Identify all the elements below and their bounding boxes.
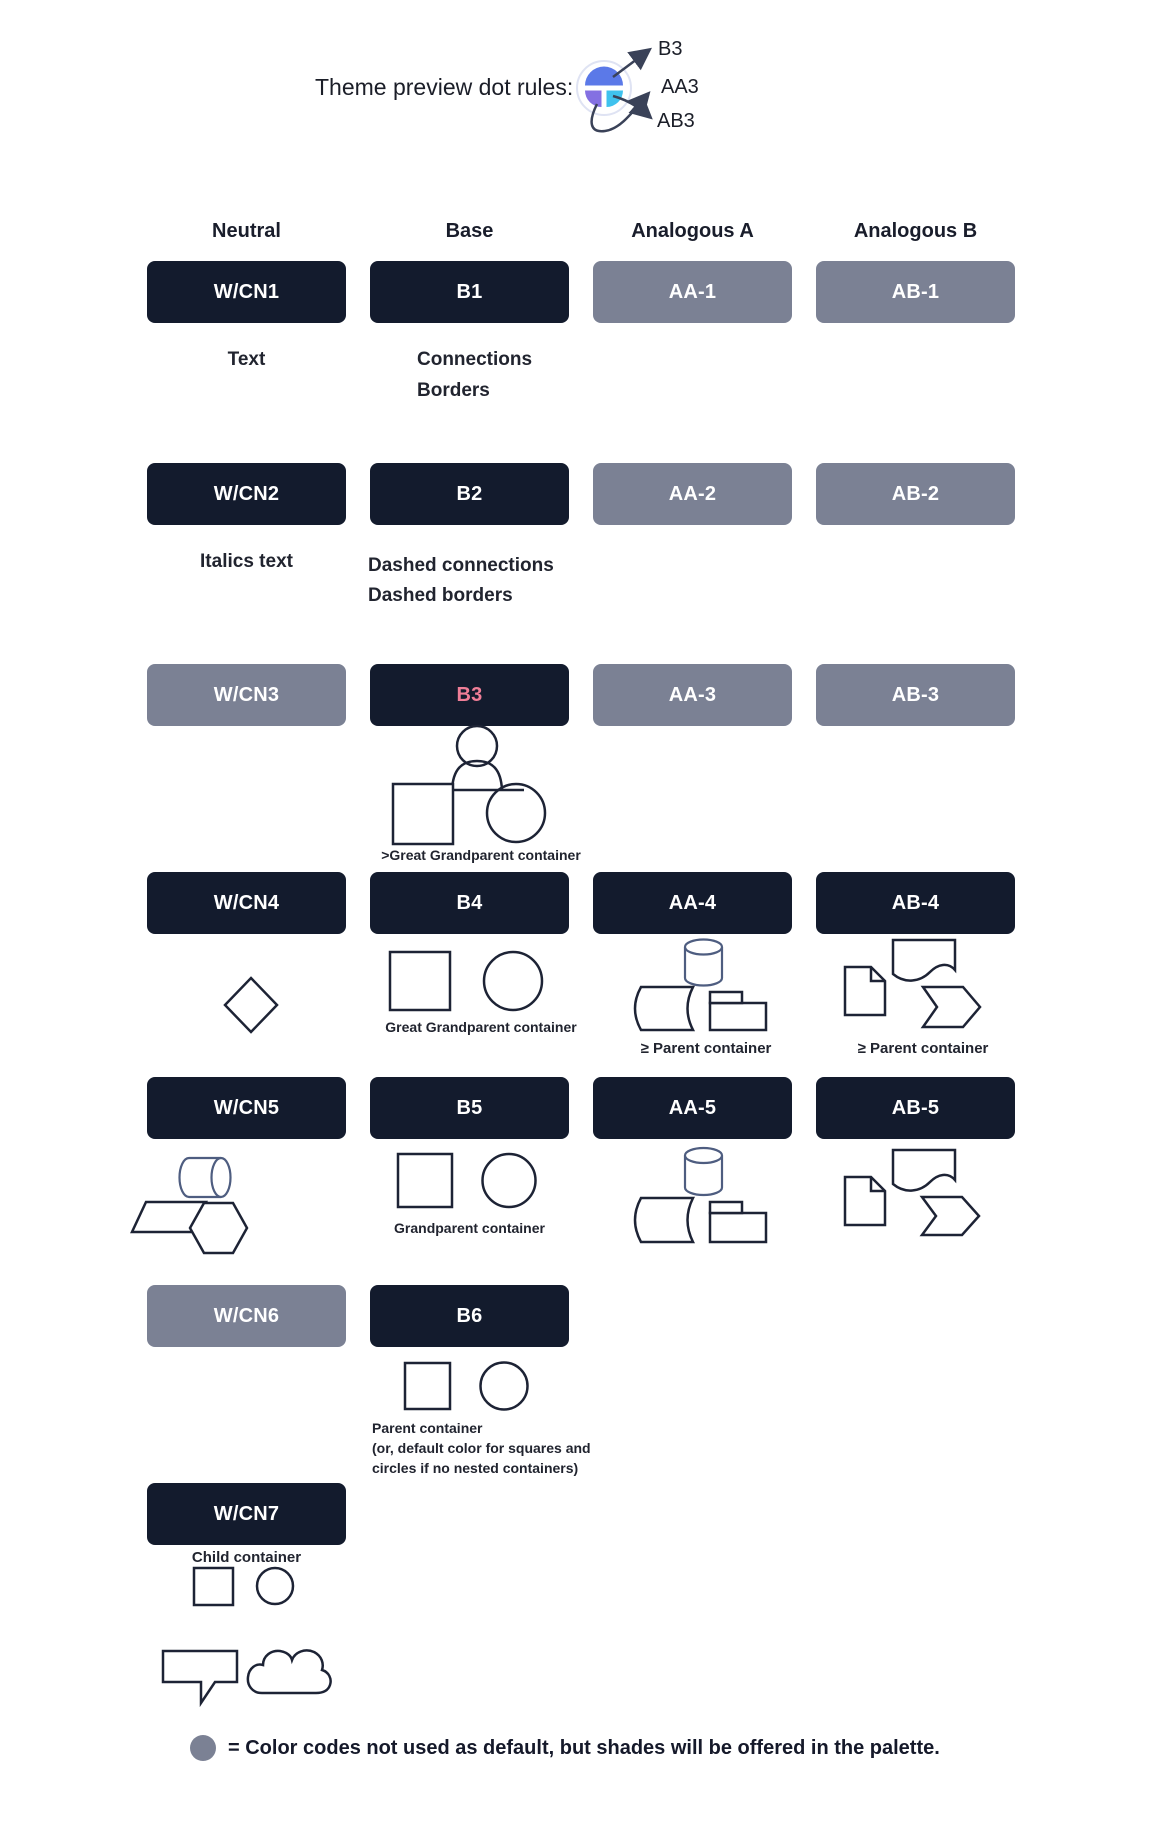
swatch-wcn5: [147, 1077, 346, 1139]
swatch-ab4: [816, 872, 1015, 934]
b4-shape-group: [390, 952, 542, 1010]
square-shape: [390, 952, 450, 1010]
swatch-label: AA-3: [668, 683, 717, 706]
caption-b3-shapes: >Great Grandparent container: [381, 847, 581, 863]
wcn5-shape-group: [132, 1158, 247, 1253]
person-head-icon: [457, 726, 497, 766]
diamond-shape: [225, 978, 277, 1032]
swatch-aa5: [593, 1077, 792, 1139]
swatch-label: B6: [456, 1304, 483, 1327]
aa5-shape-group: [635, 1148, 766, 1242]
person-body-icon: [452, 761, 502, 790]
card-tab-shape: [710, 1202, 742, 1213]
dot-rule-label-ab3: AB3: [657, 110, 695, 132]
caption-dashed: [368, 551, 554, 611]
circle-shape: [257, 1568, 293, 1604]
swatch-label: AB-2: [891, 482, 940, 505]
caption-line: Dashed borders: [368, 585, 513, 606]
square-shape: [393, 784, 453, 844]
swatch-wcn7: [147, 1483, 346, 1545]
caption-line: Dashed connections: [368, 555, 554, 576]
legend-slate-dot-icon: [190, 1735, 216, 1761]
swatch-label: AB-4: [891, 891, 940, 914]
swatch-label: AB-3: [891, 683, 940, 706]
swatch-label: B1: [456, 280, 483, 303]
card-rect-shape: [710, 1213, 766, 1242]
dot-rule-arrows: [592, 50, 650, 131]
document-wave-shape: [893, 1150, 955, 1191]
caption-line: Parent container: [372, 1420, 483, 1436]
ab5-shape-group: [845, 1150, 979, 1235]
swatch-ab1: [816, 261, 1015, 323]
arrow-to-ab3: [613, 96, 650, 117]
database-cylinder-icon: [685, 1148, 722, 1195]
swatch-b2: [370, 463, 569, 525]
circle-shape: [483, 1154, 536, 1207]
swatch-aa4: [593, 872, 792, 934]
square-shape: [405, 1363, 450, 1409]
b5-shape-group: [398, 1154, 536, 1207]
swatch-b4: [370, 872, 569, 934]
circle-shape: [481, 1363, 528, 1410]
swatch-ab3: [816, 664, 1015, 726]
swatch-label: AB-5: [891, 1096, 940, 1119]
caption-b6-shapes: [372, 1418, 591, 1478]
swatch-label: B2: [456, 482, 483, 505]
swatch-label: W/CN6: [213, 1304, 280, 1327]
document-wave-shape: [893, 940, 955, 981]
stored-data-shape: [635, 1198, 693, 1242]
caption-italics-text: Italics text: [200, 551, 293, 572]
column-header-base: Base: [445, 220, 494, 242]
caption-line: Borders: [417, 380, 490, 401]
swatch-label: W/CN2: [213, 482, 280, 505]
cloud-shape: [248, 1650, 331, 1693]
caption-aa4-shapes: ≥ Parent container: [640, 1040, 772, 1057]
aa4-shape-group: [635, 940, 766, 1031]
swatch-b3: [370, 664, 569, 726]
page-folded-corner-shape: [845, 1177, 885, 1225]
swatch-aa1: [593, 261, 792, 323]
column-header-analogous-b: Analogous B: [853, 220, 978, 242]
fold-lines: [871, 1177, 885, 1191]
swatch-b6: [370, 1285, 569, 1347]
b3-shape-group: [393, 726, 545, 844]
swatch-label: W/CN7: [213, 1502, 280, 1525]
speech-bubble-shape: [163, 1651, 237, 1703]
dot-rule-label-aa3: AA3: [661, 76, 699, 98]
swatch-wcn3: [147, 664, 346, 726]
chevron-arrow-shape: [922, 1197, 979, 1235]
swatch-ab5: [816, 1077, 1015, 1139]
database-cylinder-icon: [685, 940, 722, 986]
hexagon-shape: [190, 1203, 247, 1253]
swatch-label: W/CN5: [213, 1096, 280, 1119]
legend-text: = Color codes not used as default, but shades will be offered in the palette.: [228, 1736, 940, 1759]
card-tab-shape: [710, 992, 742, 1003]
arrow-to-aa3: [592, 94, 648, 131]
swatch-wcn2: [147, 463, 346, 525]
swatch-label: W/CN3: [213, 683, 280, 706]
swatch-wcn6: [147, 1285, 346, 1347]
swatch-label: B3: [456, 683, 483, 706]
swatch-ab2: [816, 463, 1015, 525]
parallelogram-shape: [132, 1202, 206, 1232]
swatch-label: B4: [456, 891, 483, 914]
caption-line: circles if no nested containers): [372, 1460, 579, 1476]
square-shape: [194, 1568, 233, 1605]
swatch-b1: [370, 261, 569, 323]
legend-row: [190, 1735, 940, 1761]
caption-b4-shapes: Great Grandparent container: [385, 1019, 577, 1035]
caption-ab4-shapes: ≥ Parent container: [857, 1040, 989, 1057]
swatch-label: W/CN1: [213, 280, 280, 303]
arrow-to-b3: [613, 50, 649, 77]
b6-shape-group: [405, 1363, 528, 1410]
theme-dot-icon: [577, 61, 631, 115]
dot-rule-label-b3: B3: [658, 38, 683, 60]
fold-lines: [871, 967, 885, 981]
caption-connections-borders: [417, 344, 532, 406]
swatch-label: W/CN4: [213, 891, 280, 914]
swatch-wcn4: [147, 872, 346, 934]
column-header-analogous-a: Analogous A: [631, 220, 754, 242]
swatch-label: AA-1: [668, 280, 717, 303]
swatch-label: AB-1: [891, 280, 940, 303]
card-rect-shape: [710, 1003, 766, 1030]
swatch-label: AA-2: [668, 482, 717, 505]
column-header-neutral: Neutral: [212, 220, 281, 242]
wcn4-shape-group: [225, 978, 277, 1032]
chevron-arrow-shape: [923, 987, 980, 1027]
ab4-shape-group: [845, 940, 980, 1027]
page-title: Theme preview dot rules:: [315, 74, 574, 100]
swatch-wcn1: [147, 261, 346, 323]
swatch-aa2: [593, 463, 792, 525]
caption-b5-shapes: Grandparent container: [394, 1220, 545, 1236]
stored-data-shape: [635, 987, 693, 1030]
swatch-b5: [370, 1077, 569, 1139]
swatch-label: B5: [456, 1096, 483, 1119]
caption-line: (or, default color for squares and: [372, 1440, 591, 1456]
caption-wcn7-shapes: Child container: [191, 1549, 302, 1566]
square-shape: [398, 1154, 452, 1207]
swatch-label: AA-5: [668, 1096, 717, 1119]
wcn7-shape-group: [163, 1568, 331, 1703]
horizontal-cylinder-icon: [180, 1158, 231, 1197]
caption-text: Text: [227, 349, 266, 370]
swatch-label: AA-4: [668, 891, 717, 914]
swatch-aa3: [593, 664, 792, 726]
circle-shape: [484, 952, 542, 1010]
caption-line: Connections: [417, 349, 533, 370]
page-folded-corner-shape: [845, 967, 885, 1015]
circle-shape: [487, 784, 545, 842]
